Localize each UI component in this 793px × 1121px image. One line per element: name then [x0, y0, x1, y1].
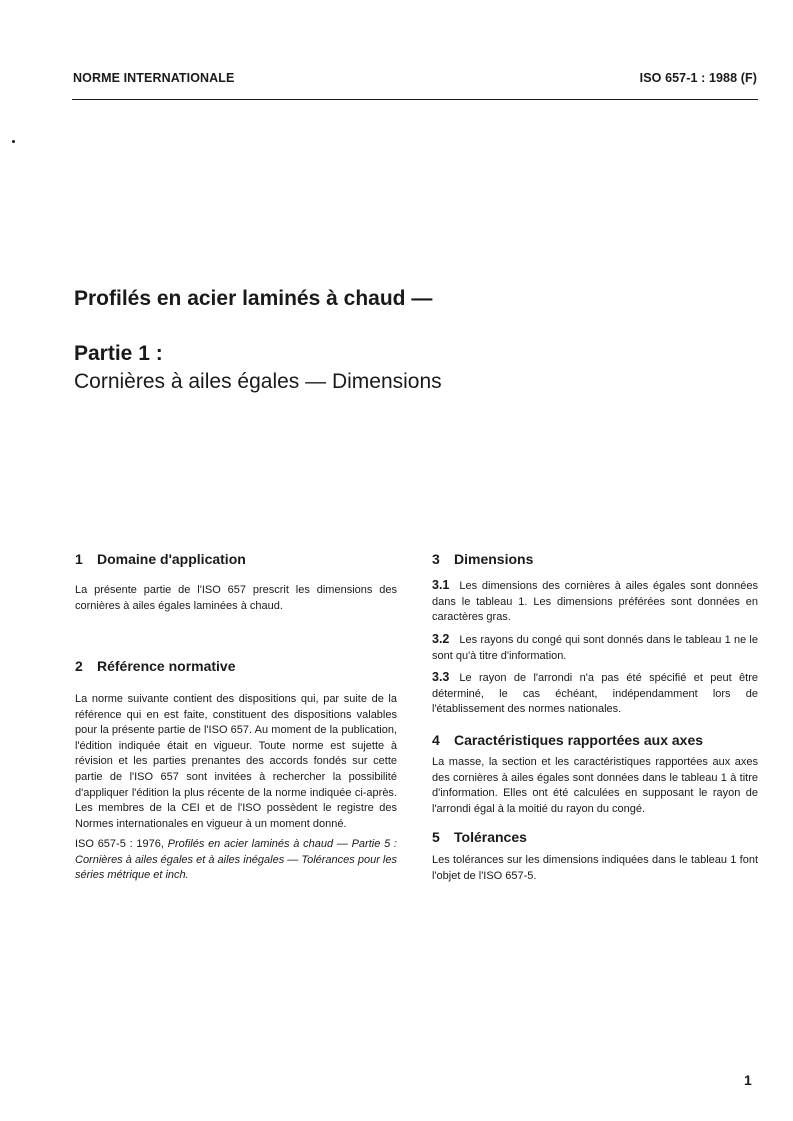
- section-4-title: Caractéristiques rapportées aux axes: [454, 732, 704, 748]
- section-2-heading: [75, 659, 236, 675]
- section-5-number: 5: [432, 829, 440, 845]
- section-1-number: 1: [75, 551, 83, 567]
- stray-dot: [12, 140, 15, 143]
- section-5-heading: [432, 830, 527, 846]
- section-4-heading: [432, 733, 703, 749]
- page-number: 1: [744, 1072, 752, 1088]
- section-1-title: Domaine d'application: [97, 551, 246, 567]
- part-label: Partie 1 :: [74, 342, 163, 365]
- section-3-title: Dimensions: [454, 551, 534, 567]
- clause-3-2-number: 3.2: [432, 632, 450, 646]
- section-5-text: Les tolérances sur les dimensions indiquées dans le tableau 1 font l'objet de l'ISO 657-5.: [432, 854, 758, 882]
- clause-3-3-text: Le rayon de l'arrondi n'a pas été spécifié et peut être déterminé, le cas échéant, indépendamment lors de l'établissement des normes nationales.: [432, 672, 758, 716]
- clause-3-1-number: 3.1: [432, 578, 450, 592]
- section-2-title: Référence normative: [97, 658, 236, 674]
- section-1-heading: [75, 552, 246, 568]
- clause-3-2-text: Les rayons du congé qui sont donnés dans le tableau 1 ne le sont qu'à titre d'information.: [432, 634, 758, 662]
- header-rule: [72, 99, 758, 100]
- section-5-title: Tolérances: [454, 829, 527, 845]
- normative-reference-prefix: ISO 657-5 : 1976,: [75, 838, 168, 850]
- section-4-text: La masse, la section et les caractéristiques rapportées aux axes des cornières à ailes égales sont données dans le tableau 1 à titre d'information. Elles ont été calculées en supposant le rayon de l'arrondi égal à la moitié du rayon du congé.: [432, 756, 758, 815]
- document-title: Profilés en acier laminés à chaud —: [74, 287, 433, 310]
- clause-3-3: [432, 670, 758, 718]
- clause-3-1-text: Les dimensions des cornières à ailes égales sont données dans le tableau 1. Les dimensions préférées sont données en caractères gras.: [432, 580, 758, 624]
- section-2-number: 2: [75, 658, 83, 674]
- section-3-number: 3: [432, 551, 440, 567]
- normative-reference: [75, 837, 397, 884]
- document-subtitle: Cornières à ailes égales — Dimensions: [74, 370, 442, 393]
- section-1-text: La présente partie de l'ISO 657 prescrit les dimensions des cornières à ailes égales laminées à chaud.: [75, 584, 397, 612]
- normative-reference-title: Profilés en acier laminés à chaud — Partie 5 : Cornières à ailes égales et à ailes inégales — Tolérances pour les séries métrique et inch.: [75, 838, 397, 882]
- clause-3-2: [432, 632, 758, 664]
- section-2-text: La norme suivante contient des dispositions qui, par suite de la référence qui en est faite, constituent des dispositions valables pour la présente partie de l'ISO 657. Au moment de la publication, l'édition indiquée était en vigueur. Toute norme est sujette à révision et les parties prenantes des accords fondés sur cette partie de l'ISO 657 sont invitées à rechercher la possibilité d'appliquer l'édition la plus récente de la norme indiquée ci-après. Les membres de la CEI et de l'ISO possèdent le registre des Normes internationales en vigueur à un moment donné.: [75, 693, 397, 830]
- section-3-heading: [432, 552, 533, 568]
- header-right: ISO 657-1 : 1988 (F): [639, 71, 757, 85]
- clause-3-1: [432, 578, 758, 626]
- clause-3-3-number: 3.3: [432, 670, 450, 684]
- header-left: NORME INTERNATIONALE: [73, 71, 235, 85]
- section-4-number: 4: [432, 732, 440, 748]
